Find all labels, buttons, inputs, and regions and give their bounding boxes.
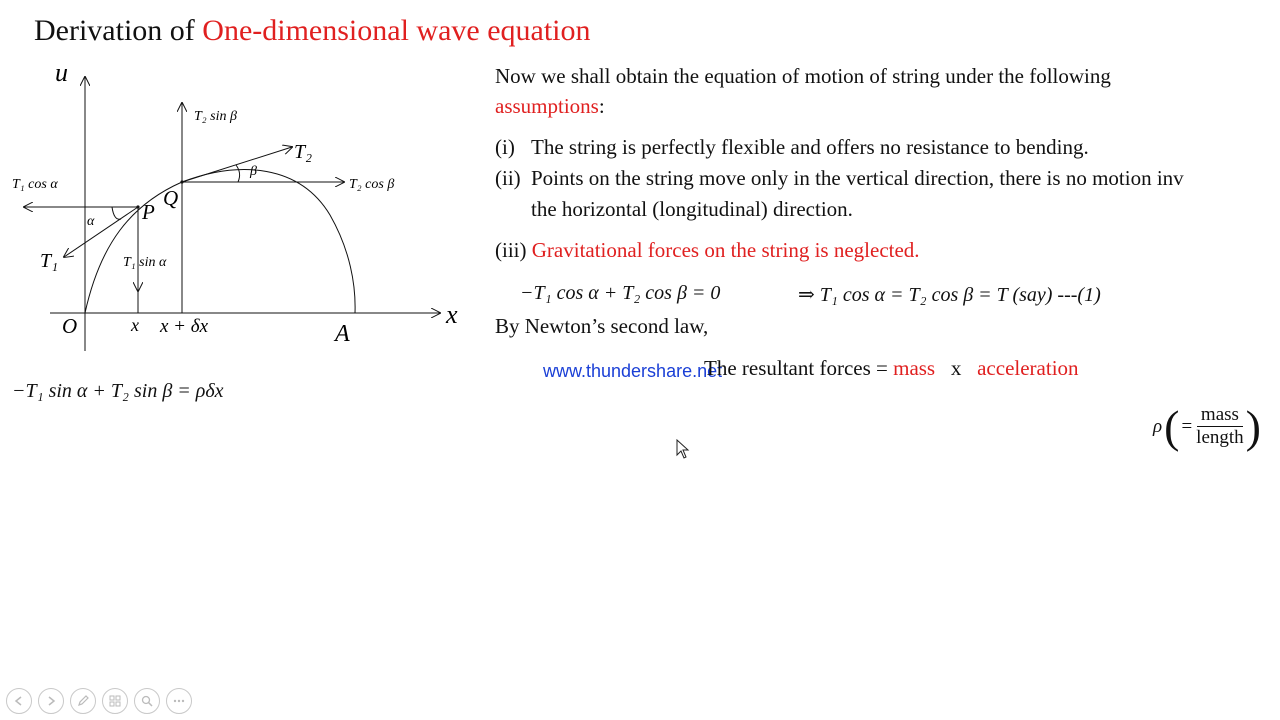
alpha-label: α <box>87 214 95 229</box>
t2-sin-label: T₂ sin β <box>194 109 237 124</box>
title-prefix: Derivation of <box>34 14 203 47</box>
mouse-cursor-icon <box>676 439 690 459</box>
assumption-2-num: (ii) <box>495 166 521 190</box>
beta-arc <box>236 165 240 182</box>
left-paren: ( <box>1164 401 1180 452</box>
assumption-3 <box>495 238 920 263</box>
t1-arrow <box>64 207 138 257</box>
equation-horizontal-balance: −T₁ cos α + T₂ cos β = 0 <box>520 282 721 304</box>
pen-icon[interactable] <box>70 688 96 714</box>
resultant-label: The resultant forces = <box>704 356 894 380</box>
fraction-denominator: length <box>1196 427 1244 448</box>
mass-word: mass <box>893 356 936 380</box>
beta-label: β <box>250 164 257 179</box>
assumption-2-text-cont: the horizontal (longitudinal) direction. <box>531 197 853 221</box>
x-axis-label: x <box>446 300 458 329</box>
right-paren: ) <box>1245 401 1261 452</box>
intro-line-2 <box>495 94 605 119</box>
intro-colon: : <box>598 94 605 118</box>
u-axis-label: u <box>55 58 68 87</box>
newton-law-text: By Newton’s second law, <box>495 314 709 338</box>
t1-cos-label: T₁ cos α <box>12 177 58 192</box>
point-p-dot <box>136 205 139 208</box>
assumption-1-num: (i) <box>495 135 515 159</box>
point-q-dot <box>180 180 183 183</box>
t2-arrow <box>182 147 292 182</box>
point-a-label: A <box>335 321 350 347</box>
assumption-1-text: The string is perfectly flexible and offers no resistance to bending. <box>531 135 1089 159</box>
x-position-label: x <box>131 315 139 335</box>
zoom-icon[interactable] <box>134 688 160 714</box>
assumption-3-num: (iii) <box>495 238 527 262</box>
slideshow-toolbar <box>6 688 192 714</box>
fraction-numerator: mass <box>1197 404 1243 427</box>
equation-1: ⇒ T₁ cos α = T₂ cos β = T (say) ---(1) <box>798 284 1101 306</box>
prev-icon[interactable] <box>6 688 32 714</box>
point-p-label: P <box>142 200 155 224</box>
assumption-3-period: . <box>914 238 920 262</box>
title-highlight: One-dimensional wave equation <box>202 14 591 47</box>
t2-label: T₂ <box>294 141 313 163</box>
mass-length-fraction <box>1196 404 1244 449</box>
string-force-diagram <box>0 55 480 365</box>
t1-label: T₁ <box>40 250 59 272</box>
alpha-arc <box>112 207 121 219</box>
watermark-link[interactable]: www.thundershare.net <box>543 361 723 381</box>
string-curve <box>85 170 355 313</box>
assumption-3-text: Gravitational forces on the string is neglected <box>531 238 915 262</box>
resultant-forces-line <box>704 356 1079 381</box>
assumption-2-text: Points on the string move only in the vertical direction, there is no motion inv <box>531 166 1184 190</box>
next-icon[interactable] <box>38 688 64 714</box>
acceleration-word: acceleration <box>977 356 1079 380</box>
point-q-label: Q <box>163 186 179 210</box>
equation-vertical-forces: −T₁ sin α + T₂ sin β = ρδx <box>12 380 224 402</box>
more-icon[interactable] <box>166 688 192 714</box>
rho-symbol: ρ <box>1153 415 1163 437</box>
t2-cos-label: T₂ cos β <box>349 177 395 192</box>
x-plus-dx-label: x + δx <box>160 316 209 337</box>
assumptions-word: assumptions <box>495 94 599 118</box>
slide-title <box>34 14 591 48</box>
origin-label: O <box>62 314 78 338</box>
slides-icon[interactable] <box>102 688 128 714</box>
intro-line-1: Now we shall obtain the equation of motion of string under the following <box>495 64 1111 88</box>
t1-sin-label: T₁ sin α <box>123 255 167 270</box>
equals-sign: = <box>1181 415 1193 437</box>
times-x: x <box>950 356 962 380</box>
density-definition <box>1153 400 1261 453</box>
